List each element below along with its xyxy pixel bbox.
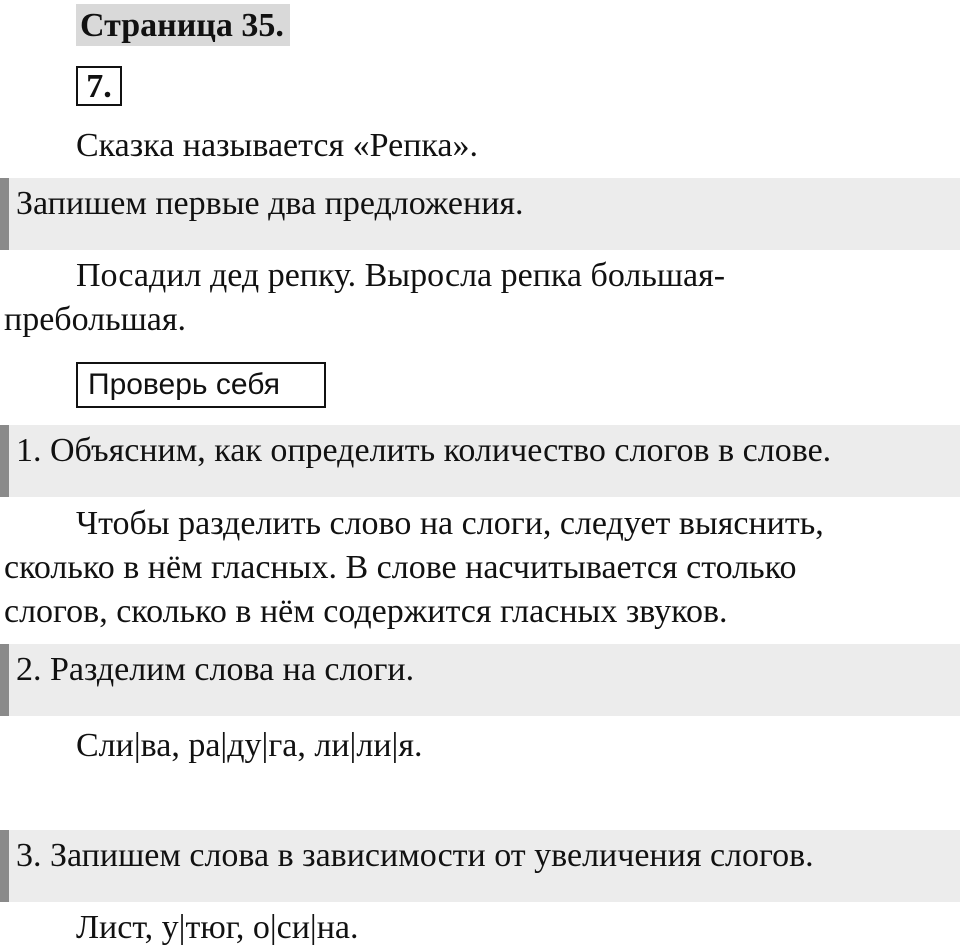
page-title: Страница 35.: [76, 4, 290, 46]
answer-1-line-1: Чтобы разделить слово на слоги, следует выяснить,: [76, 505, 824, 542]
answer-2: Сли|ва, ра|ду|га, ли|ли|я.: [76, 727, 423, 764]
question-band-1: [0, 425, 960, 497]
story-line-2: пребольшая.: [4, 301, 187, 338]
task-number: 7.: [76, 66, 122, 106]
question-band-2: [0, 644, 960, 716]
question-text-2: 2. Разделим слова на слоги.: [16, 651, 415, 688]
question-band-3: [0, 830, 960, 902]
instruction-text-1: Запишем первые два предложения.: [16, 185, 524, 222]
story-line-1: Посадил дед репку. Выросла репка большая-: [76, 257, 726, 294]
story-title-line: Сказка называется «Репка».: [76, 127, 478, 164]
answer-3: Лист, у|тюг, о|си|на.: [76, 909, 359, 946]
check-yourself-box: Проверь себя: [76, 362, 326, 408]
answer-1-line-3: слогов, сколько в нём содержится гласных звуков.: [4, 593, 728, 630]
instruction-band-1: [0, 178, 960, 250]
question-text-3: 3. Запишем слова в зависимости от увеличения слогов.: [16, 837, 814, 874]
question-text-1: 1. Объясним, как определить количество слогов в слове.: [16, 432, 832, 469]
answer-1-line-2: сколько в нём гласных. В слове насчитывается столько: [4, 549, 797, 586]
